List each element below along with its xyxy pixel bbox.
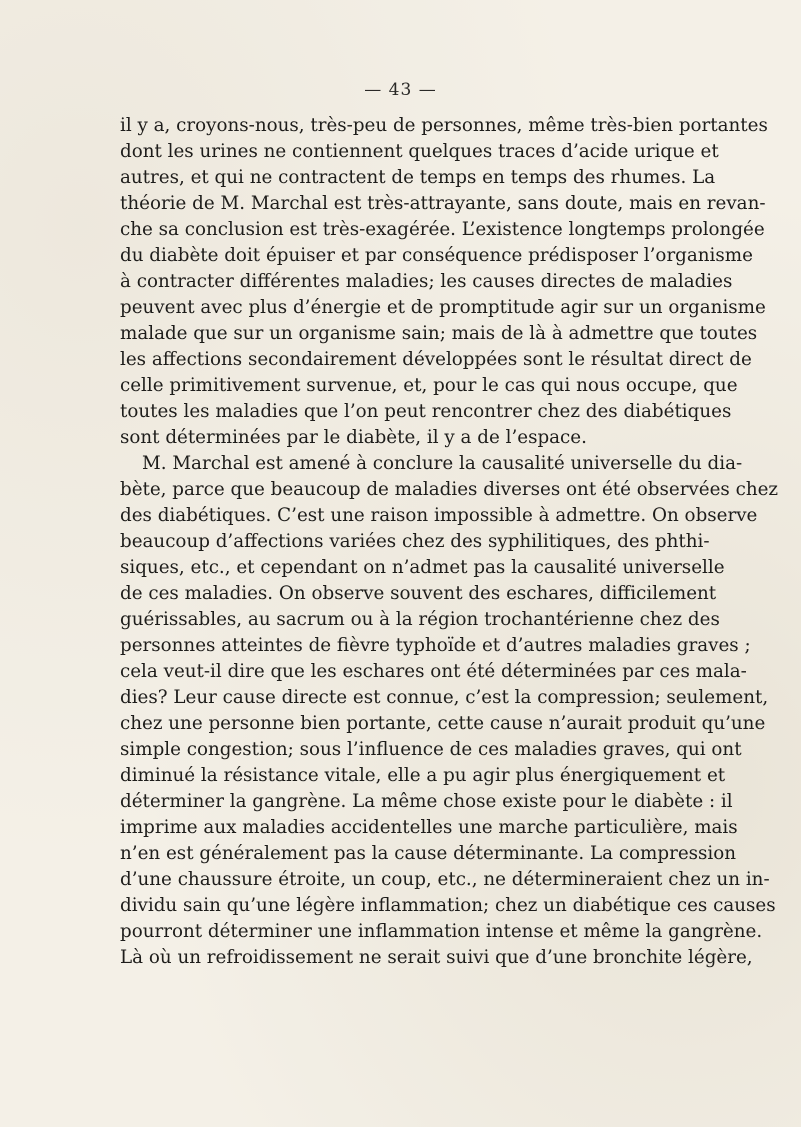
text-line: de ces maladies. On observe souvent des eschares, difficilement — [120, 583, 717, 604]
text-line: chez une personne bien portante, cette cause n’aurait produit qu’une — [120, 713, 766, 734]
text-line: Là où un refroidissement ne serait suivi que d’une bronchite légère, — [120, 947, 753, 968]
text-line: imprime aux maladies accidentelles une marche particulière, mais — [120, 817, 738, 838]
text-line: d’une chaussure étroite, un coup, etc., ne détermineraient chez un in- — [120, 869, 770, 890]
text-line: théorie de M. Marchal est très-attrayante, sans doute, mais en revan- — [120, 193, 766, 214]
text-line: che sa conclusion est très-exagérée. L’existence longtemps prolongée — [120, 219, 765, 240]
text-line: du diabète doit épuiser et par conséquence prédisposer l’organisme — [120, 245, 753, 266]
text-line: il y a, croyons-nous, très-peu de personnes, même très-bien portantes — [120, 115, 768, 136]
text-line: à contracter différentes maladies; les causes directes de maladies — [120, 271, 733, 292]
text-line: malade que sur un organisme sain; mais de là à admettre que toutes — [120, 323, 758, 344]
text-line: dividu sain qu’une légère inflammation; chez un diabétique ces causes — [120, 895, 776, 916]
text-line: beaucoup d’affections variées chez des syphilitiques, des phthi- — [120, 531, 710, 552]
text-line: dont les urines ne contiennent quelques traces d’acide urique et — [120, 141, 719, 162]
paragraph-start-line: M. Marchal est amené à conclure la causalité universelle du dia- — [142, 453, 743, 474]
text-line: personnes atteintes de fièvre typhoïde et d’autres maladies graves ; — [120, 635, 751, 656]
body-text — [120, 113, 779, 971]
text-line: cela veut-il dire que les eschares ont été déterminées par ces mala- — [120, 661, 747, 682]
text-line: dies? Leur cause directe est connue, c’est la compression; seulement, — [120, 687, 769, 708]
text-line: autres, et qui ne contractent de temps en temps des rhumes. La — [120, 167, 716, 188]
text-line: guérissables, au sacrum ou à la région trochantérienne chez des — [120, 609, 720, 630]
text-line: pourront déterminer une inflammation intense et même la gangrène. — [120, 921, 763, 942]
text-line: bète, parce que beaucoup de maladies diverses ont été observées chez — [120, 479, 779, 500]
text-line: siques, etc., et cependant on n’admet pas la causalité universelle — [120, 557, 725, 578]
text-line: des diabétiques. C’est une raison impossible à admettre. On observe — [120, 505, 758, 526]
text-line: simple congestion; sous l’influence de ces maladies graves, qui ont — [120, 739, 742, 760]
page-number: — 43 — — [364, 80, 437, 100]
paragraph-end-line: sont déterminées par le diabète, il y a de l’espace. — [120, 427, 587, 448]
text-line: toutes les maladies que l’on peut rencontrer chez des diabétiques — [120, 401, 732, 422]
text-line: celle primitivement survenue, et, pour le cas qui nous occupe, que — [120, 375, 738, 396]
text-line: diminué la résistance vitale, elle a pu agir plus énergiquement et — [120, 765, 726, 786]
text-line: déterminer la gangrène. La même chose existe pour le diabète : il — [120, 791, 733, 812]
text-line: les affections secondairement développées sont le résultat direct de — [120, 349, 752, 370]
text-line: n’en est généralement pas la cause déterminante. La compression — [120, 843, 737, 864]
text-line: peuvent avec plus d’énergie et de promptitude agir sur un organisme — [120, 297, 766, 318]
